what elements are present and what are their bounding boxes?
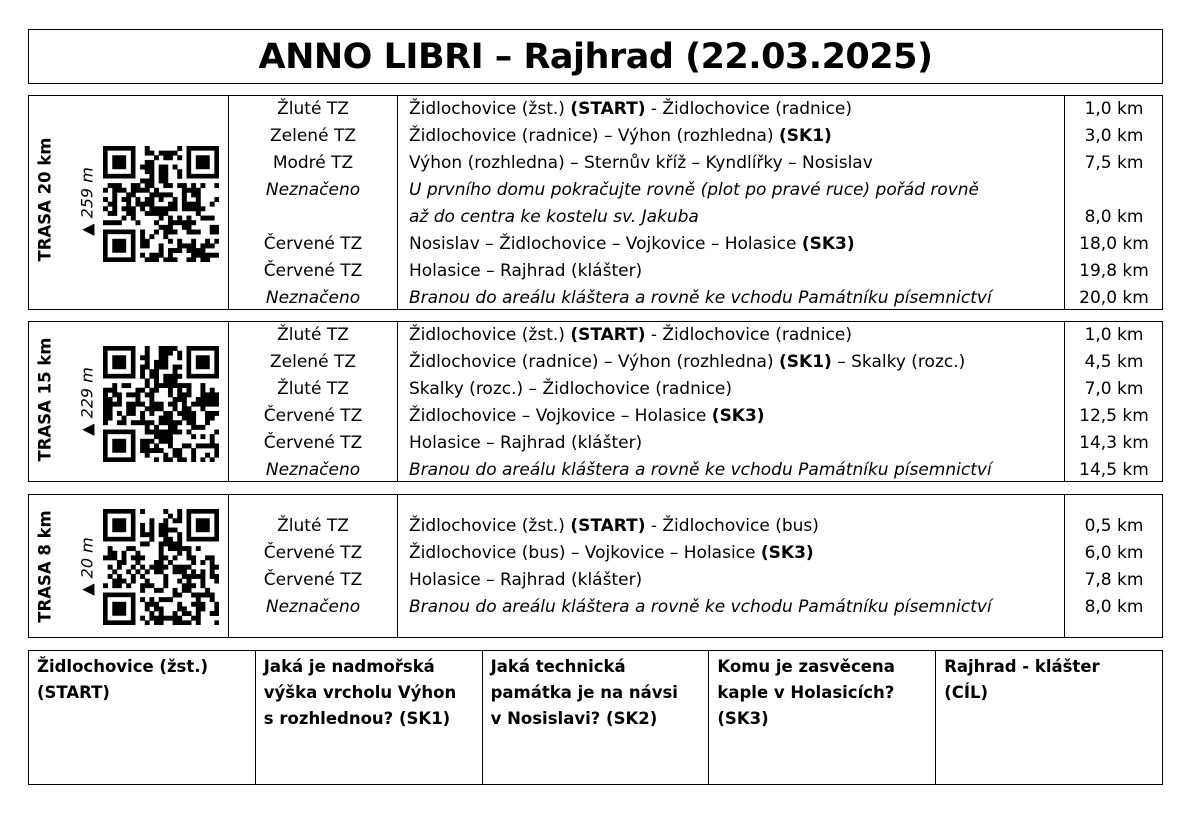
trail-marking: Červené TZ [263, 261, 363, 281]
trail-marking: Neznačeno [265, 597, 361, 617]
cumulative-distance: 7,5 km [1084, 153, 1144, 173]
route-row [29, 430, 1162, 457]
cumulative-distance: 7,0 km [1084, 379, 1144, 399]
trail-marking: Červené TZ [263, 433, 363, 453]
trail-marking: Červené TZ [263, 234, 363, 254]
route-row [29, 285, 1162, 312]
route-segment: Branou do areálu kláštera a rovně ke vchodu Památníku písemnictví [409, 597, 992, 617]
route-row [29, 322, 1162, 349]
page-title: ANNO LIBRI – Rajhrad (22.03.2025) [258, 36, 933, 77]
answer-cell-finish[interactable]: Rajhrad - klášter (CÍL) [944, 657, 1100, 702]
route-name: TRASA 8 km [35, 510, 55, 623]
trail-marking: Červené TZ [263, 406, 363, 426]
cumulative-distance: 19,8 km [1079, 261, 1149, 281]
route-row [29, 123, 1162, 150]
route-segment: Židlochovice – Vojkovice – Holasice (SK3) [409, 406, 765, 426]
route-segment: Židlochovice (žst.) (START) - Židlochovice (bus) [409, 516, 819, 536]
route-segment: Židlochovice (bus) – Vojkovice – Holasice (SK3) [409, 543, 814, 563]
route-segment: Branou do areálu kláštera a rovně ke vchodu Památníku písemnictví [409, 288, 992, 308]
route-segment: Branou do areálu kláštera a rovně ke vchodu Památníku písemnictví [409, 460, 992, 480]
route-elevation: ▲ 229 m [77, 367, 97, 436]
route-row [29, 540, 1162, 567]
route-segment: Židlochovice (žst.) (START) - Židlochovice (radnice) [409, 325, 852, 345]
trail-marking: Žluté TZ [277, 99, 349, 119]
trail-marking: Žluté TZ [277, 325, 349, 345]
answer-cell-start[interactable]: Židlochovice (žst.) (START) [29, 651, 256, 784]
route-row [29, 457, 1162, 484]
route-segment: Židlochovice (radnice) – Výhon (rozhledna) (SK1) [409, 126, 832, 146]
trail-marking: Žluté TZ [277, 379, 349, 399]
answer-grid [28, 650, 1163, 785]
route-row [29, 376, 1162, 403]
cumulative-distance: 7,8 km [1084, 570, 1144, 590]
route-row [29, 204, 1162, 231]
trail-marking: Neznačeno [265, 288, 361, 308]
route-segment: až do centra ke kostelu sv. Jakuba [409, 207, 699, 227]
cumulative-distance: 14,3 km [1079, 433, 1149, 453]
route-row [29, 96, 1162, 123]
answer-cell-sk2[interactable]: Jaká technická památka je na návsi v Nosislavi? (SK2) [483, 651, 710, 784]
route-segment: Židlochovice (radnice) – Výhon (rozhledna) (SK1) – Skalky (rozc.) [409, 352, 966, 372]
cumulative-distance: 20,0 km [1079, 288, 1149, 308]
route-segment: Výhon (rozhledna) – Sternův kříž – Kyndlířky – Nosislav [409, 153, 873, 173]
cumulative-distance: 12,5 km [1079, 406, 1149, 426]
cumulative-distance: 1,0 km [1084, 99, 1144, 119]
route-row [29, 150, 1162, 177]
route-segment: Holasice – Rajhrad (klášter) [409, 570, 643, 590]
cumulative-distance: 1,0 km [1084, 325, 1144, 345]
cumulative-distance: 3,0 km [1084, 126, 1144, 146]
route-row [29, 177, 1162, 204]
trail-marking: Zelené TZ [270, 352, 356, 372]
answer-cell-sk3[interactable]: Komu je zasvěcena kaple v Holasicích? (SK3) [709, 651, 936, 784]
trail-marking: Červené TZ [263, 543, 363, 563]
cumulative-distance: 0,5 km [1084, 516, 1144, 536]
route-row [29, 567, 1162, 594]
route-elevation: ▲ 259 m [77, 167, 97, 236]
route-20km-box [28, 95, 1163, 310]
route-segment: U prvního domu pokračujte rovně (plot po pravé ruce) pořád rovně [409, 180, 980, 200]
route-row [29, 594, 1162, 621]
route-segment: Holasice – Rajhrad (klášter) [409, 261, 643, 281]
route-row [29, 231, 1162, 258]
cumulative-distance: 4,5 km [1084, 352, 1144, 372]
cumulative-distance: 6,0 km [1084, 543, 1144, 563]
cumulative-distance: 14,5 km [1079, 460, 1149, 480]
route-segment: Židlochovice (žst.) (START) - Židlochovice (radnice) [409, 99, 852, 119]
cumulative-distance: 8,0 km [1084, 597, 1144, 617]
trail-marking: Zelené TZ [270, 126, 356, 146]
title-box [28, 29, 1163, 84]
cumulative-distance: 18,0 km [1079, 234, 1149, 254]
trail-marking: Červené TZ [263, 570, 363, 590]
route-row [29, 403, 1162, 430]
route-row [29, 513, 1162, 540]
trail-marking: Žluté TZ [277, 516, 349, 536]
trail-marking: Neznačeno [265, 180, 361, 200]
cumulative-distance: 8,0 km [1084, 207, 1144, 227]
answer-cell-sk1[interactable]: Jaká je nadmořská výška vrcholu Výhon s rozhlednou? (SK1) [256, 651, 483, 784]
route-elevation: ▲ 20 m [77, 537, 97, 596]
route-segment: Nosislav – Židlochovice – Vojkovice – Holasice (SK3) [409, 234, 855, 254]
route-segment: Skalky (rozc.) – Židlochovice (radnice) [409, 379, 733, 399]
route-row [29, 258, 1162, 285]
route-15km-box [28, 321, 1163, 482]
trail-marking: Modré TZ [272, 153, 354, 173]
trail-marking: Neznačeno [265, 460, 361, 480]
route-name: TRASA 15 km [35, 337, 55, 462]
route-row [29, 349, 1162, 376]
route-segment: Holasice – Rajhrad (klášter) [409, 433, 643, 453]
route-name: TRASA 20 km [35, 137, 55, 262]
route-8km-box [28, 494, 1163, 638]
